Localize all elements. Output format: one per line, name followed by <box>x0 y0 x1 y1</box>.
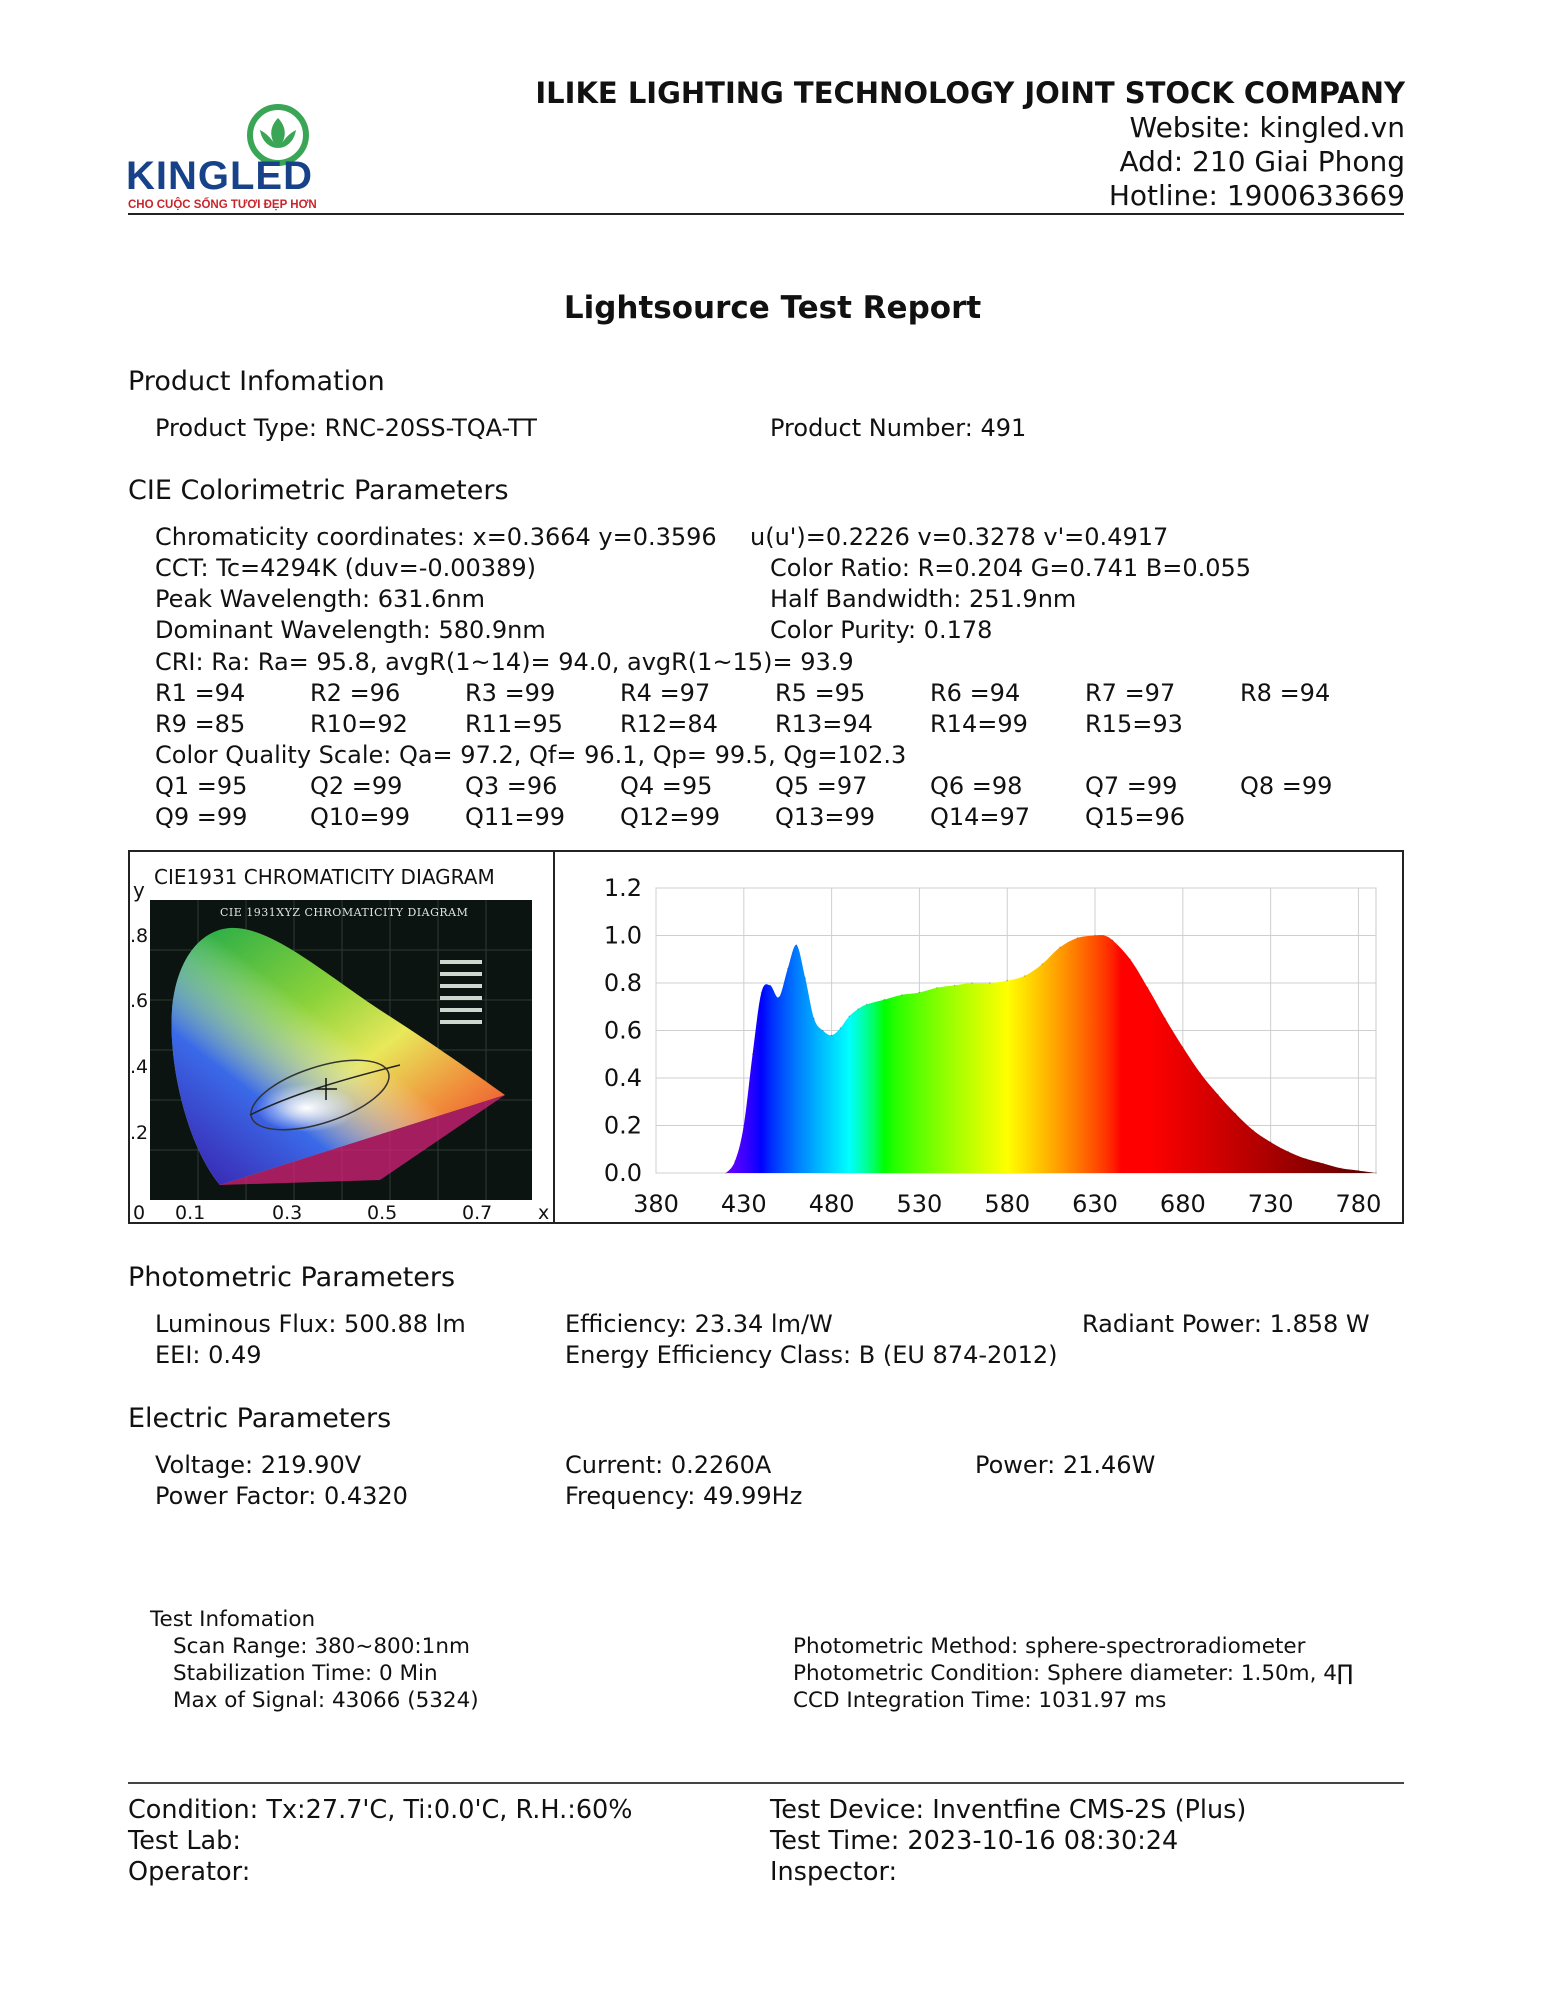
r-value: R1 =94 <box>155 679 246 707</box>
cri-summary: CRI: Ra: Ra= 95.8, avgR(1~14)= 94.0, avgR(1~15)= 93.9 <box>155 648 854 676</box>
cie-x-tick: 0.7 <box>462 1202 493 1224</box>
spectrum-point <box>1323 1163 1325 1165</box>
x-tick-label: 780 <box>1335 1190 1382 1218</box>
spectrum-point <box>901 994 903 996</box>
company-website: Website: kingled.vn <box>1129 111 1405 144</box>
power: Power: 21.46W <box>975 1451 1156 1479</box>
product-type: Product Type: RNC-20SS-TQA-TT <box>155 414 537 442</box>
company-hotline: Hotline: 1900633669 <box>1108 179 1405 212</box>
r-value: R7 =97 <box>1085 679 1176 707</box>
max-signal: Max of Signal: 43066 (5324) <box>173 1688 479 1713</box>
half-bandwidth: Half Bandwidth: 251.9nm <box>770 585 1077 613</box>
spectrum-point <box>1103 935 1105 937</box>
spectrum-point <box>1165 1018 1167 1020</box>
q-value: Q15=96 <box>1085 803 1186 831</box>
test-condition: Condition: Tx:27.7'C, Ti:0.0'C, R.H.:60% <box>128 1795 633 1825</box>
photometric-heading: Photometric Parameters <box>128 1262 456 1293</box>
scan-range: Scan Range: 380~800:1nm <box>173 1634 470 1659</box>
radiant-power: Radiant Power: 1.858 W <box>1082 1310 1370 1338</box>
x-tick-label: 680 <box>1159 1190 1206 1218</box>
spectrum-point <box>796 944 798 946</box>
company-logo <box>126 104 336 214</box>
q-value: Q1 =95 <box>155 772 248 800</box>
r-value: R13=94 <box>775 710 873 738</box>
spectrum-point <box>778 997 780 999</box>
spectrum-point <box>822 1030 824 1032</box>
spectrum-point <box>743 1125 745 1127</box>
report-title: Lightsource Test Report <box>563 290 982 326</box>
efficiency: Efficiency: 23.34 lm/W <box>565 1310 833 1338</box>
logo-wordmark: KINGLED <box>126 154 313 198</box>
y-tick-label: 0.6 <box>603 1016 642 1045</box>
test-lab: Test Lab: <box>128 1826 241 1856</box>
figures-separator <box>553 850 555 1224</box>
cie-y-axis-label: y <box>133 878 145 902</box>
cie-diagram-title: CIE1931 CHROMATICITY DIAGRAM <box>154 865 495 889</box>
q-value: Q14=97 <box>930 803 1031 831</box>
spectrum-point <box>752 1054 754 1056</box>
peak-wavelength: Peak Wavelength: 631.6nm <box>155 585 485 613</box>
test-time: Test Time: 2023-10-16 08:30:24 <box>770 1826 1179 1856</box>
cie-y-tick: .4 <box>130 1056 149 1078</box>
spectrum-point <box>813 1018 815 1020</box>
q-value: Q8 =99 <box>1240 772 1333 800</box>
x-tick-label: 480 <box>808 1190 855 1218</box>
r-value: R6 =94 <box>930 679 1021 707</box>
electric-heading: Electric Parameters <box>128 1403 392 1434</box>
r-value: R14=99 <box>930 710 1028 738</box>
ccd-integration-time: CCD Integration Time: 1031.97 ms <box>793 1688 1167 1713</box>
product-number: Product Number: 491 <box>770 414 1027 442</box>
spectrum-point <box>840 1027 842 1029</box>
spectrum-point <box>831 1035 833 1037</box>
header-divider <box>128 213 1404 215</box>
cie-diagram-image <box>150 900 532 1200</box>
y-tick-label: 1.2 <box>603 874 642 902</box>
y-tick-label: 0.2 <box>603 1111 642 1140</box>
spectrum-point <box>1182 1046 1184 1048</box>
r-value: R3 =99 <box>465 679 556 707</box>
q-value: Q7 =99 <box>1085 772 1178 800</box>
r-value: R10=92 <box>310 710 408 738</box>
spectrum-point <box>857 1008 859 1010</box>
dominant-wavelength: Dominant Wavelength: 580.9nm <box>155 616 546 644</box>
spectrum-point <box>954 985 956 987</box>
cie-heading: CIE Colorimetric Parameters <box>128 475 509 506</box>
x-tick-label: 380 <box>633 1190 679 1218</box>
q-value: Q10=99 <box>310 803 411 831</box>
spectrum-point <box>1042 963 1044 965</box>
y-tick-label: 0.0 <box>603 1159 642 1187</box>
spectrum-point <box>919 992 921 994</box>
eei-value: EEI: 0.49 <box>155 1341 262 1369</box>
color-purity: Color Purity: 0.178 <box>770 616 993 644</box>
spectrum-chart <box>556 852 1402 1222</box>
company-name: ILIKE LIGHTING TECHNOLOGY JOINT STOCK COMPANY <box>535 76 1405 110</box>
stabilization-time: Stabilization Time: 0 Min <box>173 1661 438 1686</box>
r-value: R12=84 <box>620 710 718 738</box>
voltage: Voltage: 219.90V <box>155 1451 362 1479</box>
spectrum-point <box>1270 1141 1272 1143</box>
spectrum-point <box>1094 935 1096 937</box>
y-tick-label: 0.8 <box>603 969 642 997</box>
spectrum-point <box>1200 1073 1202 1075</box>
cqs-summary: Color Quality Scale: Qa= 97.2, Qf= 96.1, Qp= 99.5, Qg=102.3 <box>155 741 907 769</box>
q-value: Q3 =96 <box>465 772 558 800</box>
spectrum-point <box>1059 947 1061 949</box>
color-ratio: Color Ratio: R=0.204 G=0.741 B=0.055 <box>770 554 1252 582</box>
spectrum-point <box>769 985 771 987</box>
r-value: R15=93 <box>1085 710 1183 738</box>
spectrum-point <box>989 982 991 984</box>
frequency: Frequency: 49.99Hz <box>565 1482 803 1510</box>
cct-value: CCT: Tc=4294K (duv=-0.00389) <box>155 554 536 582</box>
q-value: Q13=99 <box>775 803 876 831</box>
x-tick-label: 580 <box>984 1190 1031 1218</box>
spectrum-point <box>1305 1158 1307 1160</box>
spectrum-point <box>866 1004 868 1006</box>
spectrum-point <box>1006 980 1008 982</box>
q-value: Q2 =99 <box>310 772 403 800</box>
spectrum-point <box>725 1172 727 1174</box>
cie-horseshoe-figure <box>150 900 532 1200</box>
x-tick-label: 730 <box>1247 1190 1294 1218</box>
current: Current: 0.2260A <box>565 1451 772 1479</box>
r-value: R4 =97 <box>620 679 711 707</box>
spectrum-point <box>1375 1172 1377 1174</box>
footer-divider <box>128 1782 1404 1784</box>
spectrum-point <box>1129 959 1131 961</box>
test-info-heading: Test Infomation <box>150 1607 316 1632</box>
x-tick-label: 430 <box>720 1190 767 1218</box>
cie-y-tick: .6 <box>130 990 149 1012</box>
test-device: Test Device: Inventfine CMS-2S (Plus) <box>770 1795 1247 1825</box>
spectrum-point <box>1024 975 1026 977</box>
cie-x-tick: 0.1 <box>175 1202 206 1224</box>
spectrum-point <box>848 1016 850 1018</box>
chromaticity-coordinates: Chromaticity coordinates: x=0.3664 y=0.3596 <box>155 523 717 551</box>
power-factor: Power Factor: 0.4320 <box>155 1482 408 1510</box>
spectrum-point <box>734 1160 736 1162</box>
spectrum-point <box>1252 1130 1254 1132</box>
spectrum-point <box>884 999 886 1001</box>
cie-y-tick: .8 <box>130 925 149 947</box>
q-value: Q6 =98 <box>930 772 1023 800</box>
luminous-flux: Luminous Flux: 500.88 lm <box>155 1310 466 1338</box>
r-value: R2 =96 <box>310 679 401 707</box>
spectrum-point <box>761 992 763 994</box>
spectrum-point <box>1147 987 1149 989</box>
spectrum-point <box>1077 937 1079 939</box>
spectrum-point <box>1112 940 1114 942</box>
x-tick-label: 530 <box>896 1190 943 1218</box>
spectrum-point <box>1340 1168 1342 1170</box>
spectrum-point <box>936 987 938 989</box>
cie-x-tick: 0.5 <box>367 1202 398 1224</box>
cie-inner-title: CIE 1931XYZ CHROMATICITY DIAGRAM <box>220 906 469 919</box>
spectrum-point <box>1235 1113 1237 1115</box>
q-value: Q4 =95 <box>620 772 713 800</box>
spectrum-point <box>805 978 807 980</box>
y-tick-label: 1.0 <box>603 921 642 950</box>
y-tick-label: 0.4 <box>603 1064 642 1092</box>
spectrum-point <box>1358 1170 1360 1172</box>
cie-x-axis-label: x <box>538 1202 550 1224</box>
spectrum-point <box>787 968 789 970</box>
uv-coordinates: u(u')=0.2226 v=0.3278 v'=0.4917 <box>750 523 1169 551</box>
x-tick-label: 630 <box>1072 1190 1118 1218</box>
product-heading: Product Infomation <box>128 366 385 397</box>
photometric-method: Photometric Method: sphere-spectroradiometer <box>793 1634 1306 1659</box>
q-value: Q11=99 <box>465 803 566 831</box>
spectrum-point <box>971 982 973 984</box>
company-address: Add: 210 Giai Phong <box>1119 145 1405 178</box>
cie-x-tick: 0.3 <box>272 1202 303 1224</box>
spectrum-point <box>1287 1151 1289 1153</box>
r-value: R8 =94 <box>1240 679 1331 707</box>
r-value: R11=95 <box>465 710 563 738</box>
q-value: Q9 =99 <box>155 803 248 831</box>
inspector: Inspector: <box>770 1857 898 1887</box>
photometric-condition: Photometric Condition: Sphere diameter: 1.50m, 4∏ <box>793 1661 1354 1686</box>
q-value: Q12=99 <box>620 803 721 831</box>
operator: Operator: <box>128 1857 251 1887</box>
energy-class: Energy Efficiency Class: B (EU 874-2012) <box>565 1341 1058 1369</box>
cie-y-tick: 0 <box>133 1202 146 1224</box>
spectrum-point <box>1217 1094 1219 1096</box>
q-value: Q5 =97 <box>775 772 868 800</box>
r-value: R5 =95 <box>775 679 866 707</box>
cie-y-tick: .2 <box>130 1122 149 1144</box>
r-value: R9 =85 <box>155 710 246 738</box>
logo-tagline: CHO CUỘC SỐNG TƯƠI ĐẸP HƠN <box>128 199 317 211</box>
